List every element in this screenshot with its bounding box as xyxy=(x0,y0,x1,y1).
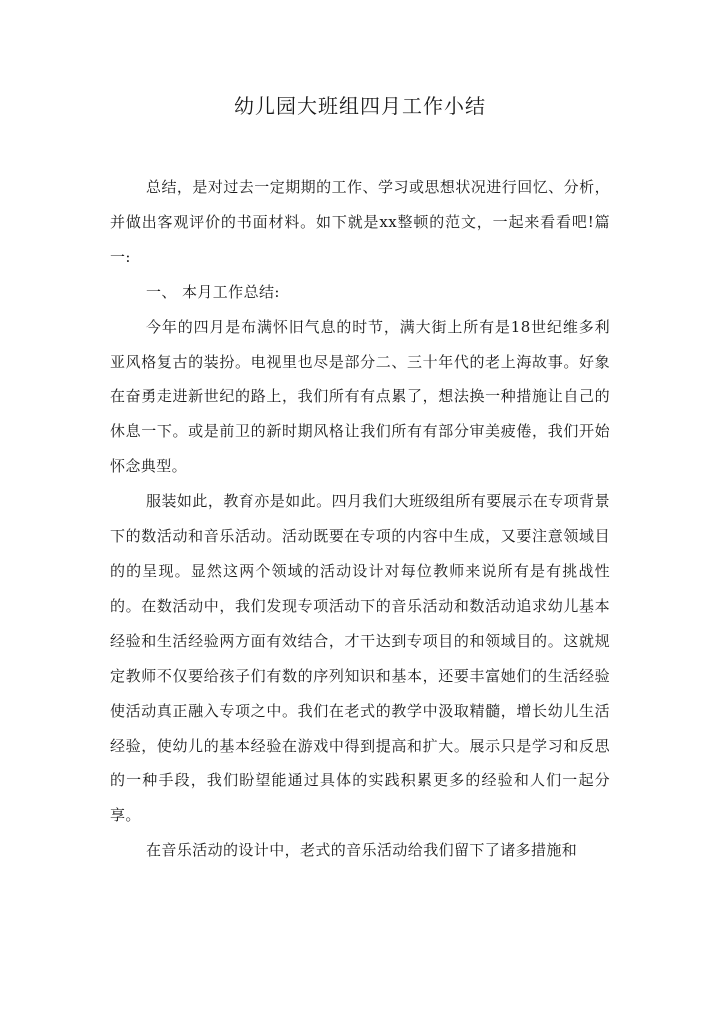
document-body xyxy=(110,170,610,868)
section-heading: 一、 本月工作总结: xyxy=(146,282,280,301)
document-title: 幼儿园大班组四月工作小结 xyxy=(234,94,486,118)
body-paragraph: 今年的四月是布满怀旧气息的时节，满大街上所有是18世纪维多利亚风格复古的装扮。电视里也尽是部分二、三十年代的老上海故事。好象在奋勇走进新世纪的路上，我们所有有点累了，想法换一种措施让自己的休息一下。或是前卫的新时期风格让我们所有有部分审美疲倦，我们开始怀念典型。 xyxy=(110,317,610,476)
body-paragraph: 在音乐活动的设计中，老式的音乐活动给我们留下了诸多措施和 xyxy=(146,841,578,860)
body-paragraph: 服装如此，教育亦是如此。四月我们大班级组所有要展示在专项背景下的数活动和音乐活动。活动既要在专项的内容中生成，又要注意领域目的的呈现。显然这两个领域的活动设计对每位教师来说所有是有挑战性的。在数活动中，我们发现专项活动下的音乐活动和数活动追求幼儿基本经验和生活经验两方面有效结合，才干达到专项目的和领域目的。这就规定教师不仅要给孩子们有数的序列知识和基本，还要丰富她们的生活经验使活动真正融入专项之中。我们在老式的教学中汲取精髓，增长幼儿生活经验，使幼儿的基本经验在游戏中得到提高和扩大。展示只是学习和反思的一种手段，我们盼望能通过具体的实践积累更多的经验和人们一起分享。 xyxy=(110,492,610,825)
intro-paragraph: 总结，是对过去一定期期的工作、学习或思想状况进行回忆、分析，并做出客观评价的书面材料。如下就是xx整顿的范文，一起来看看吧!篇一: xyxy=(110,178,610,266)
